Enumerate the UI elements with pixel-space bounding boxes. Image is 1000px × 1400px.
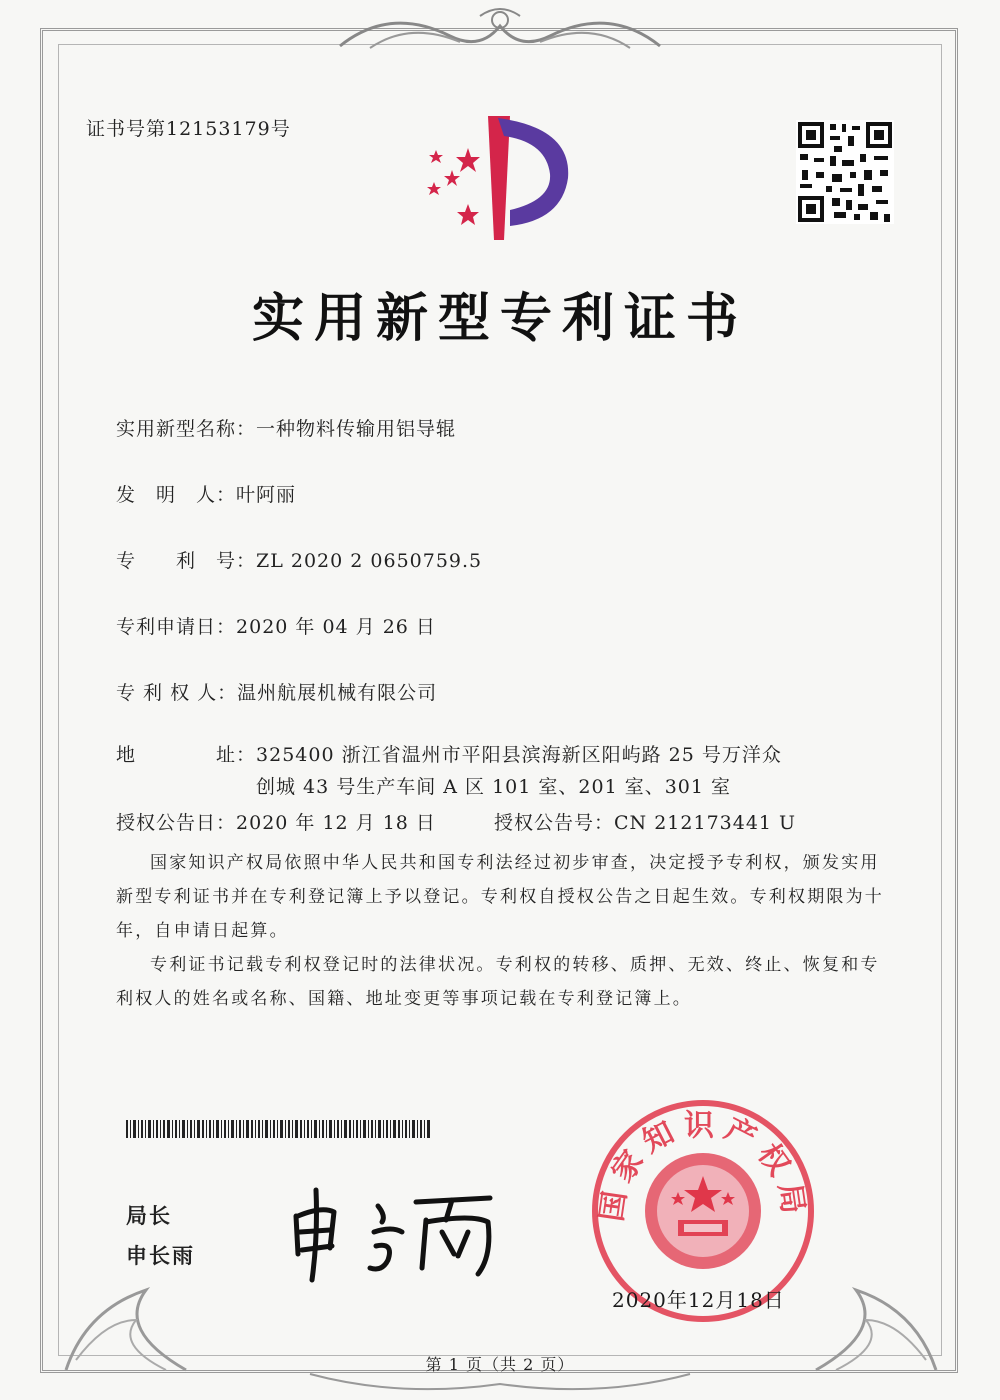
certificate-number: 证书号第12153179号 xyxy=(86,118,291,140)
field-value: 325400 浙江省温州市平阳县滨海新区阳屿路 25 号万洋众 xyxy=(256,744,782,766)
field-label: 实用新型名称： xyxy=(116,418,257,440)
field-grant-number xyxy=(494,808,796,835)
director-name: 申长雨 xyxy=(126,1244,195,1268)
barcode-icon xyxy=(126,1120,432,1138)
field-value: ZL 2020 2 0650759.5 xyxy=(256,550,483,572)
body-paragraph-2: 专利证书记载专利权登记时的法律状况。专利权的转移、质押、无效、终止、恢复和专利权人的姓名或名称、国籍、地址变更等事项记载在专利登记簿上。 xyxy=(116,955,880,1009)
field-patentee xyxy=(116,678,437,705)
handwritten-signature xyxy=(282,1176,512,1286)
field-inventor xyxy=(116,480,296,507)
seal-text: 国家知识产权局 xyxy=(594,1108,812,1224)
field-label: 发 明 人： xyxy=(116,484,237,506)
field-grant-date xyxy=(116,808,436,835)
field-value: 2020 年 04 月 26 日 xyxy=(236,616,436,638)
qr-code-icon xyxy=(796,120,894,224)
body-paragraph-1: 国家知识产权局依照中华人民共和国专利法经过初步审查，决定授予专利权，颁发实用新型专利证书并在专利登记簿上予以登记。专利权自授权公告之日起生效。专利权期限为十年，自申请日起算。 xyxy=(116,853,884,941)
field-value: 一种物料传输用铝导辊 xyxy=(256,418,457,440)
field-label: 授权公告日： xyxy=(116,812,237,834)
certificate-title: 实用新型专利证书 xyxy=(251,288,748,349)
field-filing-date xyxy=(116,612,436,639)
cnipa-logo-icon xyxy=(412,108,588,248)
field-address xyxy=(116,740,782,767)
top-ornament xyxy=(330,6,670,54)
field-value: CN 212173441 U xyxy=(614,812,797,834)
field-patent-number xyxy=(116,546,482,573)
field-label: 专利申请日： xyxy=(116,616,237,638)
seal-date: 2020年12月18日 xyxy=(612,1288,785,1312)
page-footer: 第 1 页（共 2 页） xyxy=(425,1355,575,1374)
field-label: 专 利 号： xyxy=(116,550,257,572)
field-value: 叶阿丽 xyxy=(236,484,297,506)
field-label: 地 址： xyxy=(116,744,257,766)
field-address-line2: 创城 43 号生产车间 A 区 101 室、201 室、301 室 xyxy=(256,776,732,798)
field-utility-model-name xyxy=(116,414,456,441)
director-title: 局长 xyxy=(126,1204,172,1228)
field-label: 授权公告号： xyxy=(494,812,615,834)
field-value: 2020 年 12 月 18 日 xyxy=(236,812,436,834)
field-value: 温州航展机械有限公司 xyxy=(237,682,438,704)
field-label: 专 利 权 人： xyxy=(116,682,238,704)
